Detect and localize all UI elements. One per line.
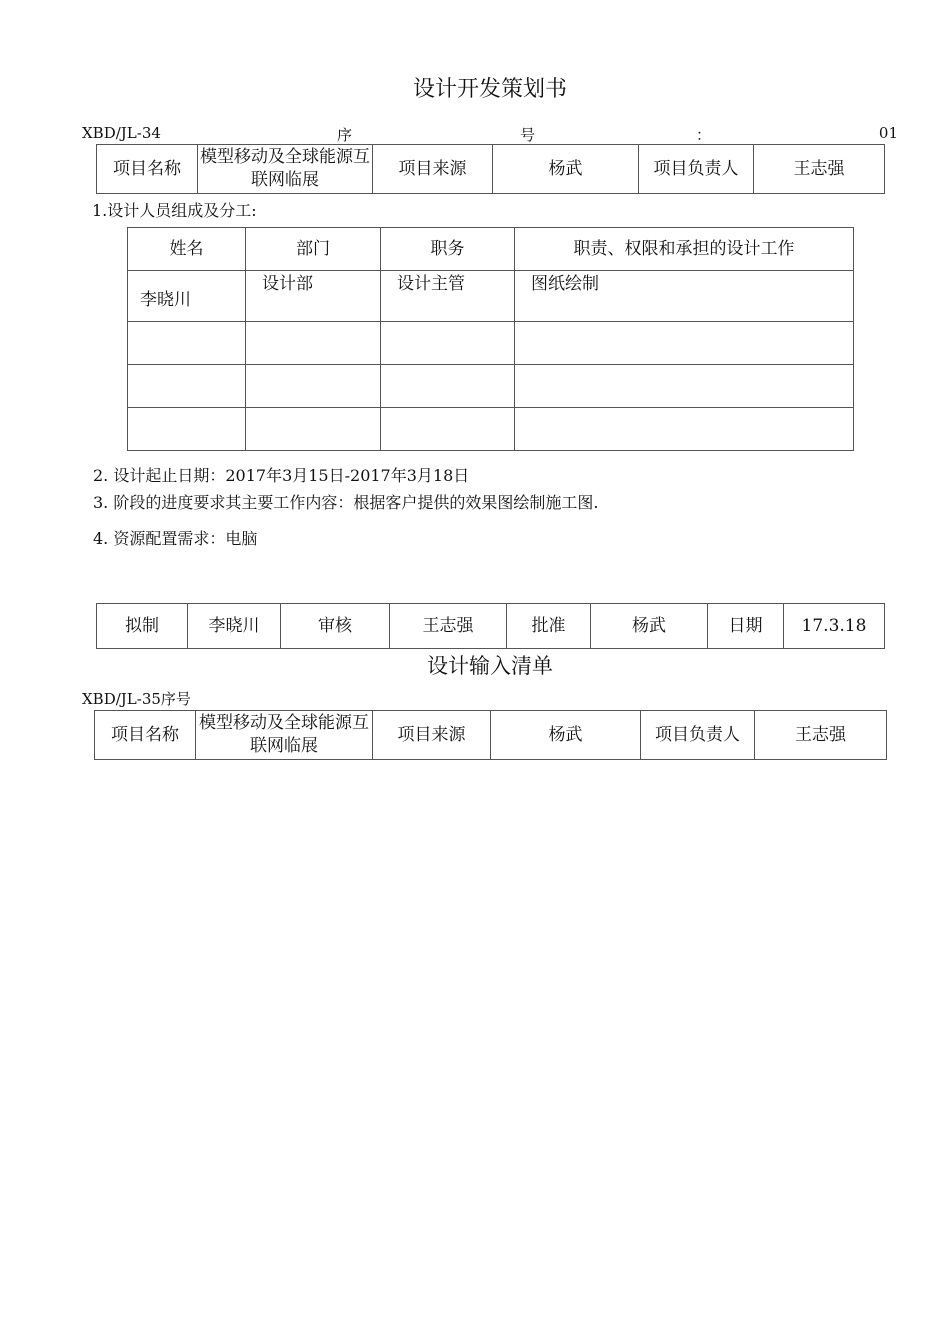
table-cell (515, 322, 854, 365)
doc-code: XBD/JL-34 (82, 124, 161, 142)
column-header: 姓名 (128, 228, 246, 271)
table-cell (128, 408, 246, 451)
table-cell (246, 322, 381, 365)
table-row (97, 145, 885, 194)
table-cell (128, 322, 246, 365)
column-header: 部门 (246, 228, 381, 271)
signoff-cell: 杨武 (591, 604, 708, 649)
section-resources: 4. 资源配置需求：电脑 (93, 529, 258, 548)
info-cell: 项目负责人 (639, 145, 754, 194)
signoff-cell: 李晓川 (188, 604, 281, 649)
info-cell: 项目来源 (373, 145, 493, 194)
signoff-table (96, 603, 885, 649)
column-header: 职责、权限和承担的设计工作 (515, 228, 854, 271)
info-cell: 模型移动及全球能源互联网临展 (198, 145, 373, 194)
table-cell: 李晓川 (128, 271, 246, 322)
table-cell (246, 408, 381, 451)
doc-code-line (82, 124, 898, 144)
signoff-cell: 审核 (281, 604, 390, 649)
section-progress: 3. 阶段的进度要求其主要工作内容：根据客户提供的效果图绘制施工图. (93, 493, 599, 512)
doc-title: 设计开发策划书 (412, 77, 567, 102)
info-cell: 项目来源 (373, 711, 491, 760)
serial-value: 01 (878, 124, 898, 142)
signoff-cell: 拟制 (97, 604, 188, 649)
serial-label-char: 序 (337, 126, 353, 144)
table-cell: 设计部 (246, 271, 381, 322)
table-row (95, 711, 887, 760)
signoff-cell: 17.3.18 (784, 604, 885, 649)
table-row (128, 271, 854, 322)
staff-table (127, 227, 854, 451)
info-cell: 王志强 (755, 711, 887, 760)
table-cell: 图纸绘制 (515, 271, 854, 322)
info-cell: 王志强 (754, 145, 885, 194)
info-cell: 模型移动及全球能源互联网临展 (196, 711, 373, 760)
column-header: 职务 (381, 228, 515, 271)
signoff-cell: 批准 (507, 604, 591, 649)
table-cell (381, 408, 515, 451)
doc2-project-info-table (94, 710, 887, 760)
serial-label-char: ： (696, 126, 712, 144)
info-cell: 项目名称 (95, 711, 196, 760)
table-row (128, 365, 854, 408)
serial-label-char: 号 (520, 126, 536, 144)
info-cell: 杨武 (491, 711, 641, 760)
signoff-cell: 王志强 (390, 604, 507, 649)
table-cell (515, 365, 854, 408)
info-cell: 杨武 (493, 145, 639, 194)
info-cell: 项目负责人 (641, 711, 755, 760)
table-cell (246, 365, 381, 408)
table-cell (515, 408, 854, 451)
table-row (97, 604, 885, 649)
section-heading: 1.设计人员组成及分工: (92, 201, 257, 220)
project-info-table (96, 144, 885, 194)
table-cell (381, 322, 515, 365)
signoff-cell: 日期 (708, 604, 784, 649)
table-header-row (128, 228, 854, 271)
section-dates: 2. 设计起止日期：2017年3月15日-2017年3月18日 (93, 466, 470, 485)
table-cell (128, 365, 246, 408)
table-row (128, 408, 854, 451)
info-cell: 项目名称 (97, 145, 198, 194)
table-cell: 设计主管 (381, 271, 515, 322)
doc2-code-line: XBD/JL-35序号 (82, 690, 191, 708)
table-cell (381, 365, 515, 408)
doc2-title: 设计输入清单 (427, 654, 553, 678)
table-row (128, 322, 854, 365)
